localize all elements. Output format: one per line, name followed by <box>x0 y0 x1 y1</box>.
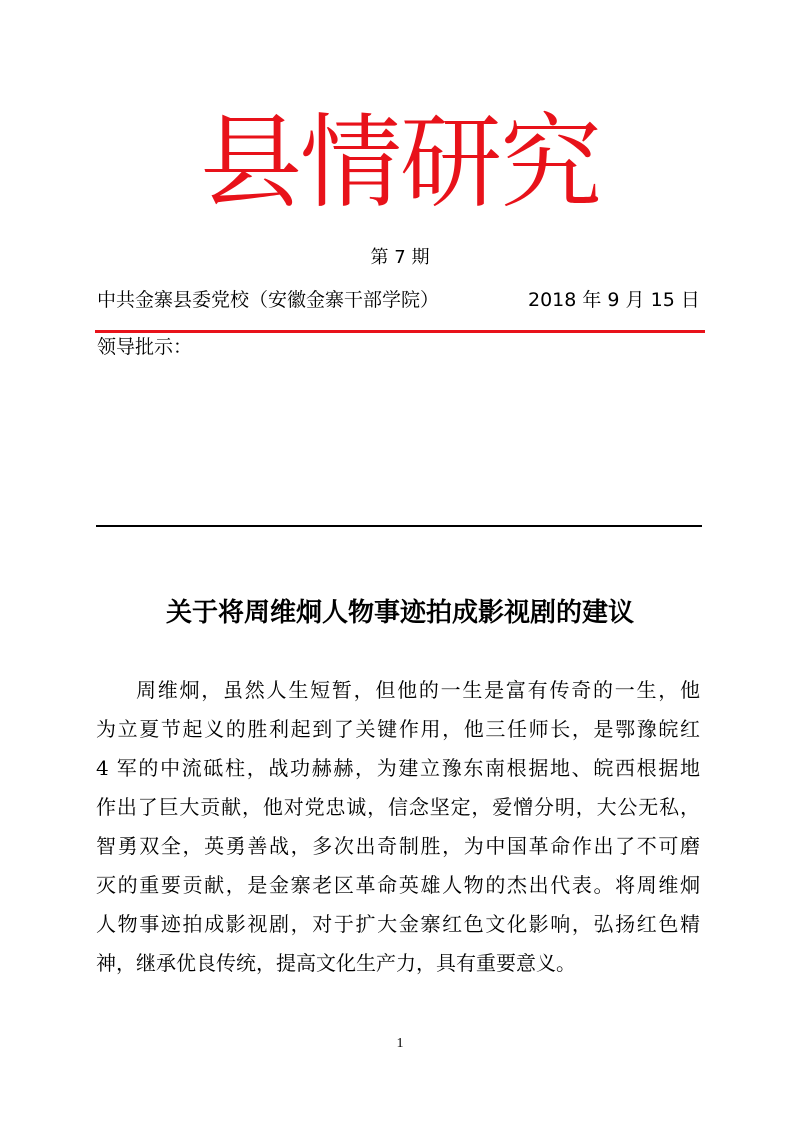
publication-date: 2018 年 9 月 15 日 <box>528 289 700 311</box>
body-line: 周维炯，虽然人生短暂，但他的一生是富有传奇的一生，他 <box>136 678 700 702</box>
leader-instruction-label: 领导批示： <box>97 336 193 358</box>
publisher: 中共金寨县委党校（安徽金寨干部学院） <box>97 289 440 311</box>
body-line: 灭的重要贡献，是金寨老区革命英雄人物的杰出代表。将周维炯 <box>96 873 700 897</box>
body-line: 神，继承优良传统，提高文化生产力，具有重要意义。 <box>96 951 576 975</box>
body-line: 人物事迹拍成影视剧，对于扩大金寨红色文化影响，弘扬红色精 <box>96 912 700 936</box>
page-number: 1 <box>396 1036 404 1051</box>
article-title: 关于将周维炯人物事迹拍成影视剧的建议 <box>165 598 634 628</box>
body-line: 作出了巨大贡献，他对党忠诚，信念坚定，爱憎分明，大公无私， <box>96 795 700 819</box>
issue-number: 第 7 期 <box>370 247 430 268</box>
body-line: 4 军的中流砥柱，战功赫赫，为建立豫东南根据地、皖西根据地 <box>96 756 700 780</box>
masthead-title: 县情研究 <box>200 104 600 223</box>
instruction-area-divider <box>96 525 702 527</box>
body-line: 为立夏节起义的胜利起到了关键作用，他三任师长，是鄂豫皖红 <box>96 717 700 741</box>
body-line: 智勇双全，英勇善战，多次出奇制胜，为中国革命作出了不可磨 <box>96 834 700 858</box>
